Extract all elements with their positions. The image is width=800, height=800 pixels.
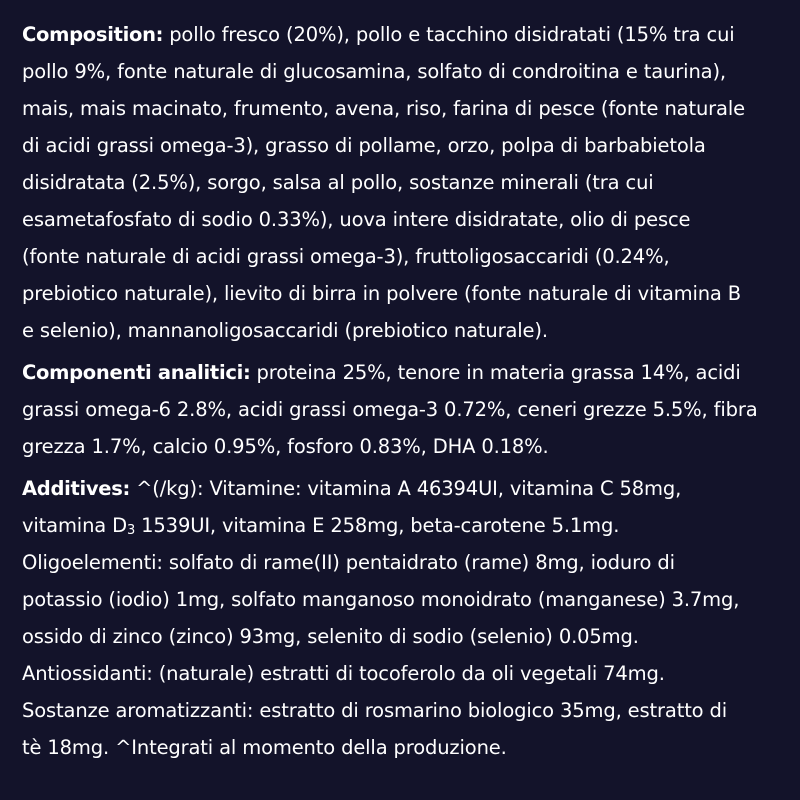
- additives-label: Additives:: [22, 477, 131, 500]
- additives-line: [22, 507, 784, 544]
- composition-line: (fonte naturale di acidi grassi omega-3), fruttoligosaccaridi (0.24%,: [22, 245, 670, 268]
- composition-line: prebiotico naturale), lievito di birra in polvere (fonte naturale di vitamina B: [22, 282, 742, 305]
- additives-line: potassio (iodio) 1mg, solfato manganoso monoidrato (manganese) 3.7mg,: [22, 588, 740, 611]
- vitamin-d-rest: 1539UI, vitamina E 258mg, beta-carotene 5.1mg.: [135, 514, 620, 537]
- composition-line: di acidi grassi omega-3), grasso di pollame, orzo, polpa di barbabietola: [22, 134, 706, 157]
- composition-line: pollo 9%, fonte naturale di glucosamina, solfato di condroitina e taurina),: [22, 60, 726, 83]
- additives-line: Sostanze aromatizzanti: estratto di rosmarino biologico 35mg, estratto di: [22, 699, 728, 722]
- analytical-section: [22, 354, 784, 465]
- vitamin-d-subscript: 3: [127, 523, 136, 538]
- analytical-line: grassi omega-6 2.8%, acidi grassi omega-3 0.72%, ceneri grezze 5.5%, fibra: [22, 398, 758, 421]
- additives-text: ^(/kg): Vitamine: vitamina A 46394UI, vitamina C 58mg,: [130, 477, 682, 500]
- additives-line: Antiossidanti: (naturale) estratti di tocoferolo da oli vegetali 74mg.: [22, 662, 665, 685]
- additives-section: [22, 470, 784, 766]
- composition-section: [22, 16, 784, 349]
- analytical-line: [22, 354, 784, 391]
- ingredients-label: [22, 16, 784, 771]
- composition-line: [22, 16, 784, 53]
- additives-line: Oligoelementi: solfato di rame(II) pentaidrato (rame) 8mg, ioduro di: [22, 551, 675, 574]
- composition-line: e selenio), mannanoligosaccaridi (prebiotico naturale).: [22, 319, 548, 342]
- composition-text: pollo fresco (20%), pollo e tacchino disidratati (15% tra cui: [163, 23, 735, 46]
- analytical-text: proteina 25%, tenore in materia grassa 14%, acidi: [250, 361, 741, 384]
- analytical-label: Componenti analitici:: [22, 361, 251, 384]
- composition-line: disidratata (2.5%), sorgo, salsa al pollo, sostanze minerali (tra cui: [22, 171, 654, 194]
- composition-label: Composition:: [22, 23, 164, 46]
- additives-line: tè 18mg. ^Integrati al momento della produzione.: [22, 736, 507, 759]
- composition-line: mais, mais macinato, frumento, avena, riso, farina di pesce (fonte naturale: [22, 97, 745, 120]
- additives-line: [22, 470, 784, 507]
- composition-line: esametafosfato di sodio 0.33%), uova intere disidratate, olio di pesce: [22, 208, 691, 231]
- vitamin-d-text: vitamina D: [22, 514, 127, 537]
- analytical-line: grezza 1.7%, calcio 0.95%, fosforo 0.83%, DHA 0.18%.: [22, 435, 549, 458]
- additives-line: ossido di zinco (zinco) 93mg, selenito di sodio (selenio) 0.05mg.: [22, 625, 639, 648]
